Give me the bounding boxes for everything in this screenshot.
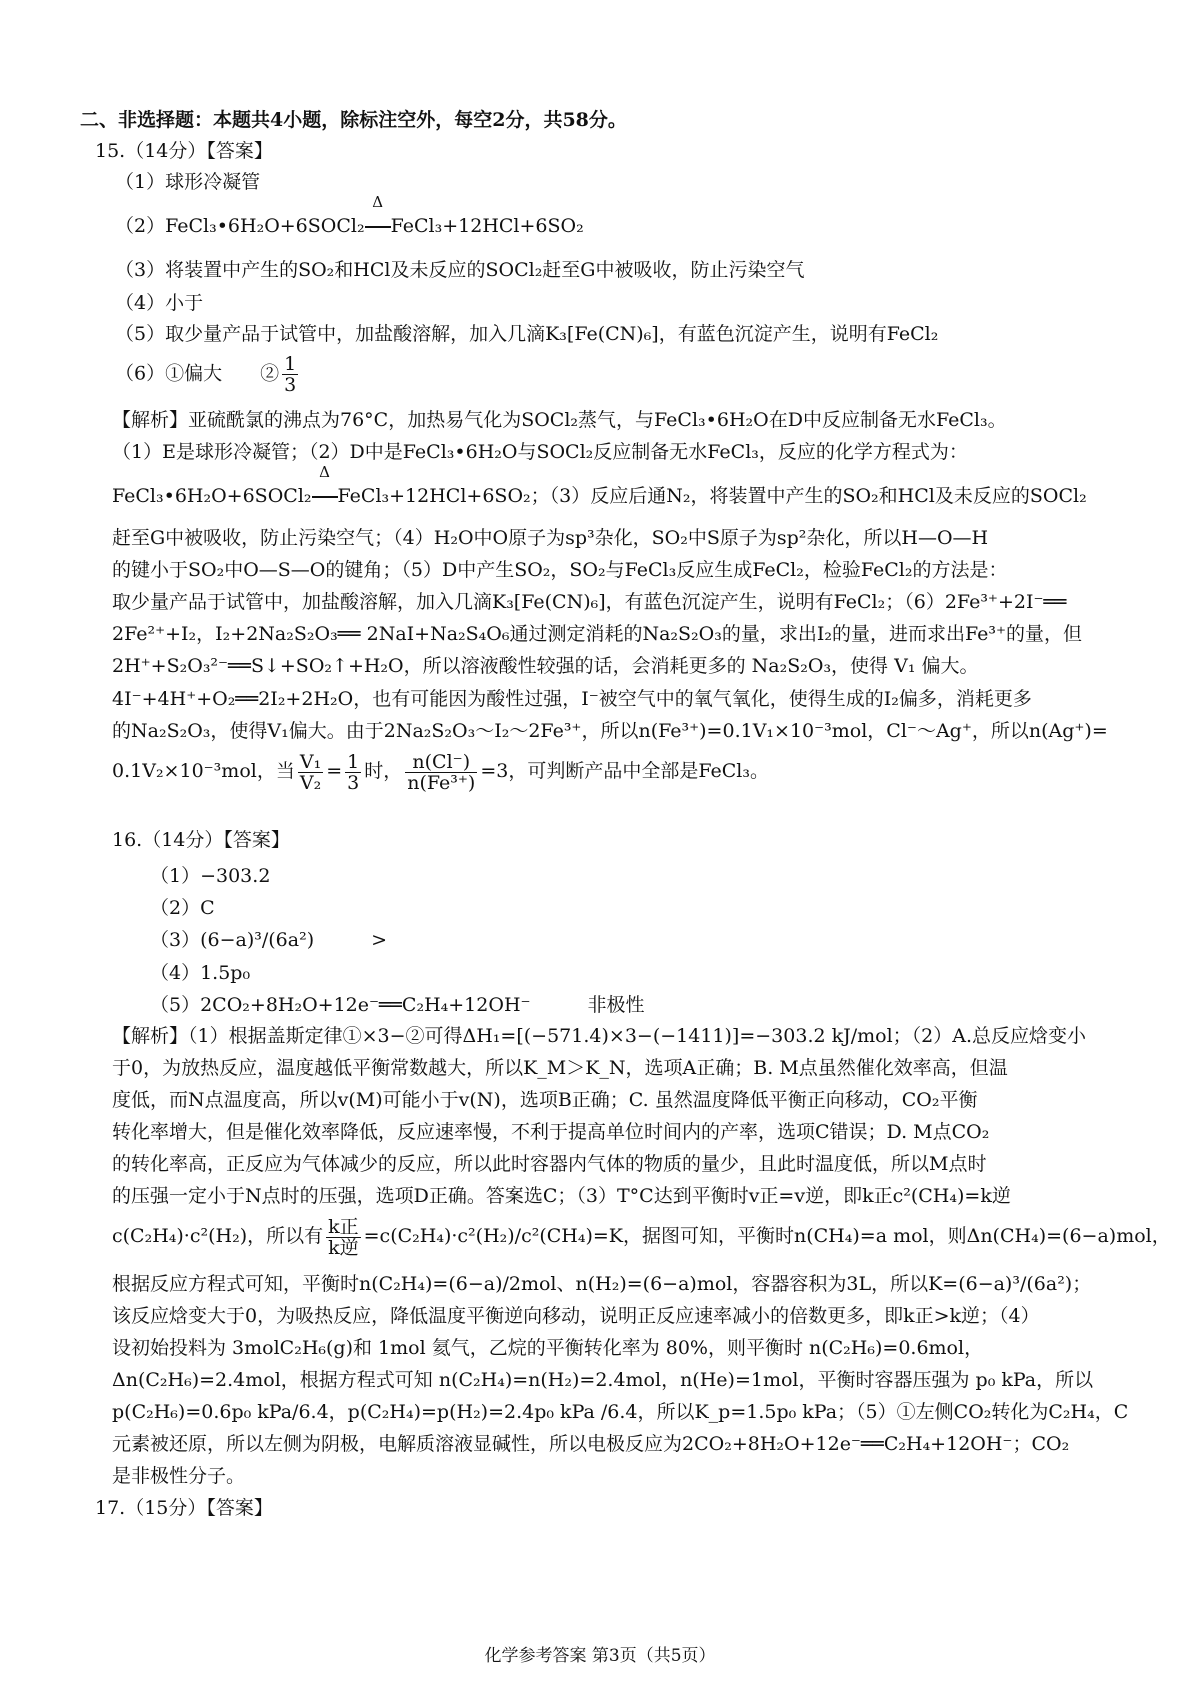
frac-den: 3	[284, 374, 297, 396]
text: c(C₂H₄)·c²(H₂)，所以有	[112, 1225, 324, 1247]
text: 0.1V₂×10⁻³mol，当	[112, 760, 295, 782]
q16-analysis-line-5: 的转化率高，正反应为气体减少的反应，所以此时容器内气体的物质的量少，且此时温度低，所以M点时	[112, 1153, 987, 1175]
q16-analysis-line-14: 是非极性分子。	[112, 1465, 246, 1487]
q16-answer-4: （4）1.5p₀	[150, 962, 251, 984]
q15-answer-5: （5）取少量产品于试管中，加盐酸溶解，加入几滴K₃[Fe(CN)₆]，有蓝色沉淀产生，说明有FeCl₂	[115, 323, 939, 345]
q15-analysis-line-8: 2H⁺+S₂O₃²⁻══S↓+SO₂↑+H₂O，所以溶液酸性较强的话，会消耗更多的 Na₂S₂O₃，使得 V₁ 偏大。	[112, 655, 979, 677]
q16-header: 16.（14分）【答案】	[112, 829, 290, 851]
q15-answer-3: （3）将装置中产生的SO₂和HCl及未反应的SOCl₂赶至G中被吸收，防止污染空气	[115, 259, 805, 281]
q15-answer-2	[115, 193, 584, 242]
frac-den: 3	[347, 771, 360, 794]
q15-analysis-line-3	[112, 463, 1087, 512]
text: =c(C₂H₄)·c²(H₂)/c²(CH₄)=K，据图可知，平衡时n(CH₄)=a mol，则Δn(CH₄)=(6−a)mol，	[363, 1225, 1171, 1247]
q16-analysis-line-11: Δn(C₂H₆)=2.4mol，根据方程式可知 n(C₂H₄)=n(H₂)=2.4mol，n(He)=1mol，平衡时容器压强为 p₀ kPa，所以	[112, 1369, 1094, 1391]
q15-header: 15.（14分）【答案】	[95, 140, 273, 162]
text: =3，可判断产品中全部是FeCl₃。	[480, 760, 769, 782]
fraction-one-third	[345, 752, 361, 793]
q15-analysis-line-6: 取少量产品于试管中，加盐酸溶解，加入几滴K₃[Fe(CN)₆]，有蓝色沉淀产生，说明有FeCl₂；（6）2Fe³⁺+2I⁻══	[112, 591, 1067, 613]
section-header: 二、非选择题：本题共4小题，除标注空外，每空2分，共58分。	[80, 109, 627, 131]
delta-symbol: Δ	[372, 193, 384, 211]
fraction-ncl-nfe	[405, 752, 477, 793]
q16-answer-5: （5）2CO₂+8H₂O+12e⁻══C₂H₄+12OH⁻ 非极性	[150, 994, 645, 1016]
q16-analysis-line-6: 的压强一定小于N点时的压强，选项D正确。答案选C；（3）T°C达到平衡时v正=v逆，即k正c²(CH₄)=k逆	[112, 1185, 1011, 1207]
heat-arrow	[312, 463, 338, 512]
q15-answer-2-right: FeCl₃+12HCl+6SO₂	[390, 215, 584, 237]
q17-header: 17.（15分）【答案】	[95, 1497, 273, 1519]
q16-analysis-line-13: 元素被还原，所以左侧为阴极，电解质溶液显碱性，所以电极反应为2CO₂+8H₂O+12e⁻══C₂H₄+12OH⁻；CO₂	[112, 1433, 1070, 1455]
q15-analysis-line-4: 赶至G中被吸收，防止污染空气；（4）H₂O中O原子为sp³杂化，SO₂中S原子为sp²杂化，所以H—O—H	[112, 527, 989, 549]
q15-answer-6-text: （6）①偏大 ②	[115, 362, 280, 385]
q15-analysis-line-5: 的键小于SO₂中O—S—O的键角；（5）D中产生SO₂，SO₂与FeCl₃反应生成FeCl₂，检验FeCl₂的方法是：	[112, 559, 1008, 581]
frac-num: V₁	[299, 750, 322, 773]
frac-num: 1	[284, 353, 297, 375]
q16-analysis-line-10: 设初始投料为 3molC₂H₆(g)和 1mol 氦气，乙烷的平衡转化率为 80%，则平衡时 n(C₂H₆)=0.6mol，	[112, 1337, 984, 1359]
q15-answer-2-left: （2）FeCl₃•6H₂O+6SOCl₂	[115, 215, 365, 237]
delta-symbol: Δ	[319, 463, 330, 481]
q15-analysis-line-3-right: FeCl₃+12HCl+6SO₂；（3）反应后通N₂，将装置中产生的SO₂和HCl及未反应的SOCl₂	[337, 485, 1087, 507]
fraction-one-third	[282, 354, 298, 395]
q15-answer-1: （1）球形冷凝管	[115, 171, 261, 193]
frac-den: n(Fe³⁺)	[407, 771, 476, 794]
fraction-k-ratio	[326, 1217, 361, 1258]
frac-num: 1	[347, 750, 360, 773]
q16-analysis-line-3: 度低，而N点温度高，所以v(M)可能小于v(N)，选项B正确；C. 虽然温度降低平衡正向移动，CO₂平衡	[112, 1089, 978, 1111]
text: 时，	[364, 760, 403, 782]
q15-answer-6	[115, 354, 301, 395]
q15-analysis-line-10: 的Na₂S₂O₃，使得V₁偏大。由于2Na₂S₂O₃～I₂～2Fe³⁺，所以n(Fe³⁺)=0.1V₁×10⁻³mol，Cl⁻～Ag⁺，所以n(Ag⁺)=	[112, 720, 1108, 742]
q16-analysis-line-12: p(C₂H₆)=0.6p₀ kPa/6.4，p(C₂H₄)=p(H₂)=2.4p₀ kPa /6.4，所以K_p=1.5p₀ kPa；（5）①左侧CO₂转化为C₂H₄，C	[112, 1401, 1129, 1423]
q16-answer-3: （3）(6−a)³/(6a²) >	[150, 929, 388, 951]
q15-analysis-line-11	[112, 748, 769, 794]
q15-analysis-line-3-left: FeCl₃•6H₂O+6SOCl₂	[112, 485, 312, 507]
page-footer: 化学参考答案 第3页（共5页）	[484, 1646, 716, 1666]
text: =	[326, 760, 343, 782]
frac-den: V₂	[299, 771, 322, 794]
frac-num: n(Cl⁻)	[405, 752, 477, 773]
q16-analysis-line-2: 于0，为放热反应，温度越低平衡常数越大，所以K_M＞K_N，选项A正确；B. M点虽然催化效率高，但温	[112, 1057, 1008, 1079]
q16-answer-2: （2）C	[150, 897, 215, 919]
q15-answer-4: （4）小于	[115, 292, 204, 314]
q15-analysis-line-7: 2Fe²⁺+I₂，I₂+2Na₂S₂O₃══ 2NaI+Na₂S₄O₆通过测定消耗的Na₂S₂O₃的量，求出I₂的量，进而求出Fe³⁺的量，但	[112, 623, 1083, 645]
frac-num: k正	[328, 1215, 359, 1238]
q16-analysis-line-7	[112, 1212, 1171, 1260]
q15-analysis-line-1: 【解析】亚硫酰氯的沸点为76°C，加热易气化为SOCl₂蒸气，与FeCl₃•6H₂O在D中反应制备无水FeCl₃。	[112, 409, 1007, 431]
q16-answer-1: （1）−303.2	[150, 865, 271, 887]
q15-analysis-line-2: （1）E是球形冷凝管；（2）D中是FeCl₃•6H₂O与SOCl₂反应制备无水FeCl₃，反应的化学方程式为：	[112, 441, 968, 463]
q16-analysis-line-9: 该反应焓变大于0，为吸热反应，降低温度平衡逆向移动，说明正反应速率减小的倍数更多，即k正>k逆；（4）	[112, 1305, 1040, 1327]
q16-analysis-line-1: 【解析】（1）根据盖斯定律①×3−②可得ΔH₁=[(−571.4)×3−(−1411)]=−303.2 kJ/mol；（2）A.总反应焓变小	[112, 1025, 1087, 1047]
frac-den: k逆	[328, 1236, 359, 1259]
q16-analysis-line-8: 根据反应方程式可知，平衡时n(C₂H₄)=(6−a)/2mol、n(H₂)=(6−a)mol，容器容积为3L，所以K=(6−a)³/(6a²)；	[112, 1273, 1092, 1295]
q16-analysis-line-4: 转化率增大，但是催化效率降低，反应速率慢，不利于提高单位时间内的产率，选项C错误；D. M点CO₂	[112, 1121, 990, 1143]
heat-arrow	[365, 193, 391, 242]
fraction-v1-v2	[298, 752, 323, 793]
q15-analysis-line-9: 4I⁻+4H⁺+O₂══2I₂+2H₂O，也有可能因为酸性过强，I⁻被空气中的氧气氧化，使得生成的I₂偏多，消耗更多	[112, 688, 1032, 710]
